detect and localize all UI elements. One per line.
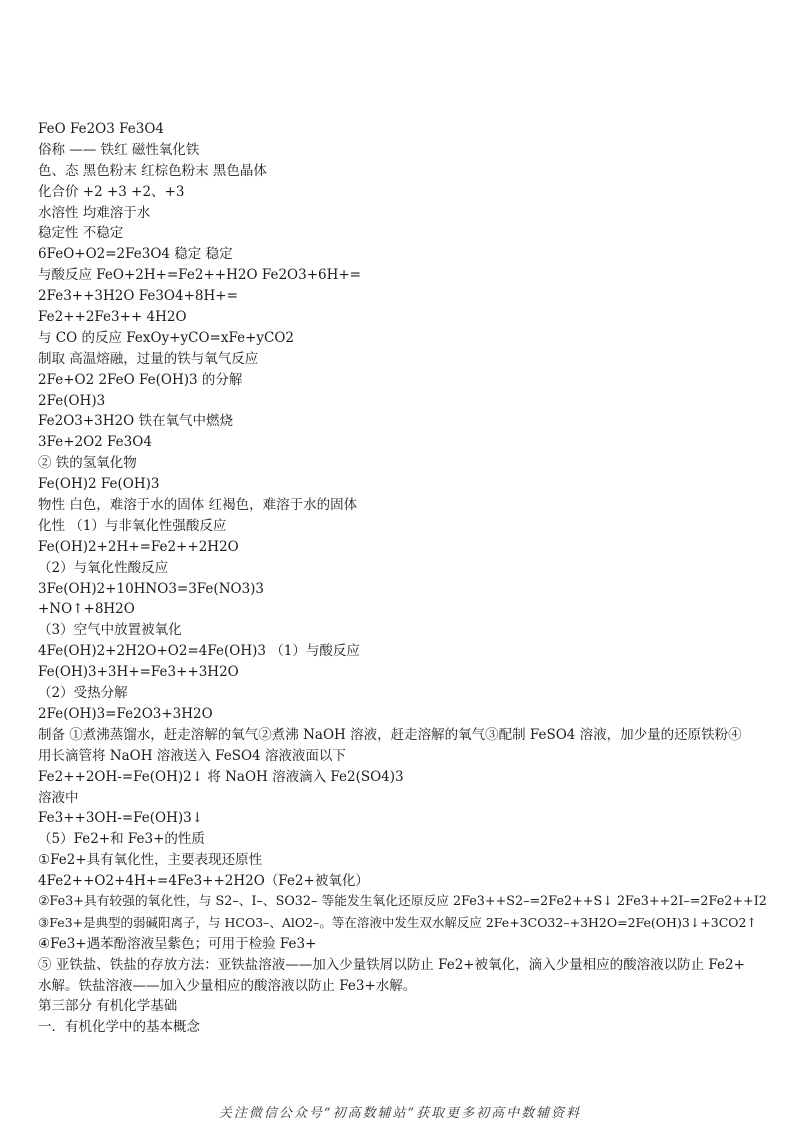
text-line: 一．有机化学中的基本概念: [38, 1019, 200, 1036]
text-line: 与 CO 的反应 FexOy+yCO=xFe+yCO2: [38, 329, 294, 346]
text-line: ⑤ 亚铁盐、铁盐的存放方法：亚铁盐溶液——加入少量铁屑以防止 Fe2+被氧化，滴入少量相应的酸溶液以防止 Fe2+: [38, 956, 745, 973]
text-line: FeO Fe2O3 Fe3O4: [38, 121, 164, 137]
text-line: 用长滴管将 NaOH 溶液送入 FeSO4 溶液液面以下: [38, 747, 346, 764]
text-line: 物性 白色，难溶于水的固体 红褐色，难溶于水的固体: [38, 497, 358, 514]
text-line: 2Fe+O2 2FeO Fe(OH)3 的分解: [38, 371, 243, 388]
text-line: ②Fe3+具有较强的氧化性，与 S2–、I–、SO32– 等能发生氧化还原反应 2Fe3++S2–=2Fe2++S↓ 2Fe3++2I–=2Fe2++I2: [38, 893, 767, 909]
text-line: 4Fe2++O2+4H+=4Fe3++2H2O（Fe2+被氧化）: [38, 873, 369, 890]
text-line: 制取 高温熔融，过量的铁与氧气反应: [38, 350, 259, 367]
text-line: Fe(OH)2+2H+=Fe2++2H2O: [38, 538, 239, 555]
text-line: Fe(OH)3+3H+=Fe3++3H2O: [38, 664, 239, 681]
text-line: （3）空气中放置被氧化: [38, 622, 182, 639]
text-line: ①Fe2+具有氧化性，主要表现还原性: [38, 852, 263, 869]
footer-promo-text: 关注微信公众号“初高数辅站”获取更多初高中数辅资料: [218, 1106, 582, 1121]
text-line: 2Fe(OH)3: [38, 392, 106, 409]
text-line: +NO↑+8H2O: [38, 601, 135, 618]
text-line: 2Fe(OH)3=Fe2O3+3H2O: [38, 705, 213, 722]
text-line: 水解。铁盐溶液——加入少量相应的酸溶液以防止 Fe3+水解。: [38, 977, 417, 994]
text-line: （5）Fe2+和 Fe3+的性质: [38, 831, 205, 848]
text-line: 稳定性 不稳定: [38, 225, 124, 242]
text-line: （2）受热分解: [38, 685, 128, 702]
text-line: （2）与氧化性酸反应: [38, 559, 169, 576]
text-line: 化性 （1）与非氧化性强酸反应: [38, 517, 227, 534]
text-line: 4Fe(OH)2+2H2O+O2=4Fe(OH)3 （1）与酸反应: [38, 643, 360, 660]
text-line: 3Fe(OH)2+10HNO3=3Fe(NO3)3: [38, 580, 265, 597]
text-line: 色、态 黑色粉末 红棕色粉末 黑色晶体: [38, 162, 267, 179]
text-line: 化合价 +2 +3 +2、+3: [38, 183, 185, 200]
text-line: 2Fe3++3H2O Fe3O4+8H+=: [38, 288, 238, 305]
text-line: 3Fe+2O2 Fe3O4: [38, 434, 152, 451]
text-line: 6FeO+O2=2Fe3O4 稳定 稳定: [38, 246, 233, 263]
text-line: 第三部分 有机化学基础: [38, 998, 178, 1015]
text-line: ② 铁的氢氧化物: [38, 455, 137, 472]
text-line: 制备 ①煮沸蒸馏水，赶走溶解的氧气②煮沸 NaOH 溶液，赶走溶解的氧气③配制 FeSO4 溶液，加少量的还原铁粉④: [38, 726, 742, 743]
text-line: 溶液中: [38, 789, 79, 806]
text-line: ③Fe3+是典型的弱碱阳离子，与 HCO3–、AlO2–。等在溶液中发生双水解反应 2Fe+3CO32–+3H2O=2Fe(OH)3↓+3CO2↑: [38, 914, 757, 930]
text-line: ④Fe3+遇苯酚溶液呈紫色；可用于检验 Fe3+: [38, 935, 317, 952]
text-line: Fe2++2Fe3++ 4H2O: [38, 309, 187, 326]
text-line: Fe(OH)2 Fe(OH)3: [38, 476, 160, 493]
text-line: 俗称 —— 铁红 磁性氧化铁: [38, 141, 200, 158]
text-line: 与酸反应 FeO+2H+=Fe2++H2O Fe2O3+6H+=: [38, 267, 361, 284]
text-line: Fe2++2OH-=Fe(OH)2↓ 将 NaOH 溶液滴入 Fe2(SO4)3: [38, 768, 404, 785]
text-line: Fe3++3OH-=Fe(OH)3↓: [38, 810, 204, 827]
text-line: 水溶性 均难溶于水: [38, 204, 151, 221]
document-body: [38, 119, 768, 1038]
text-line: Fe2O3+3H2O 铁在氧气中燃烧: [38, 413, 233, 430]
